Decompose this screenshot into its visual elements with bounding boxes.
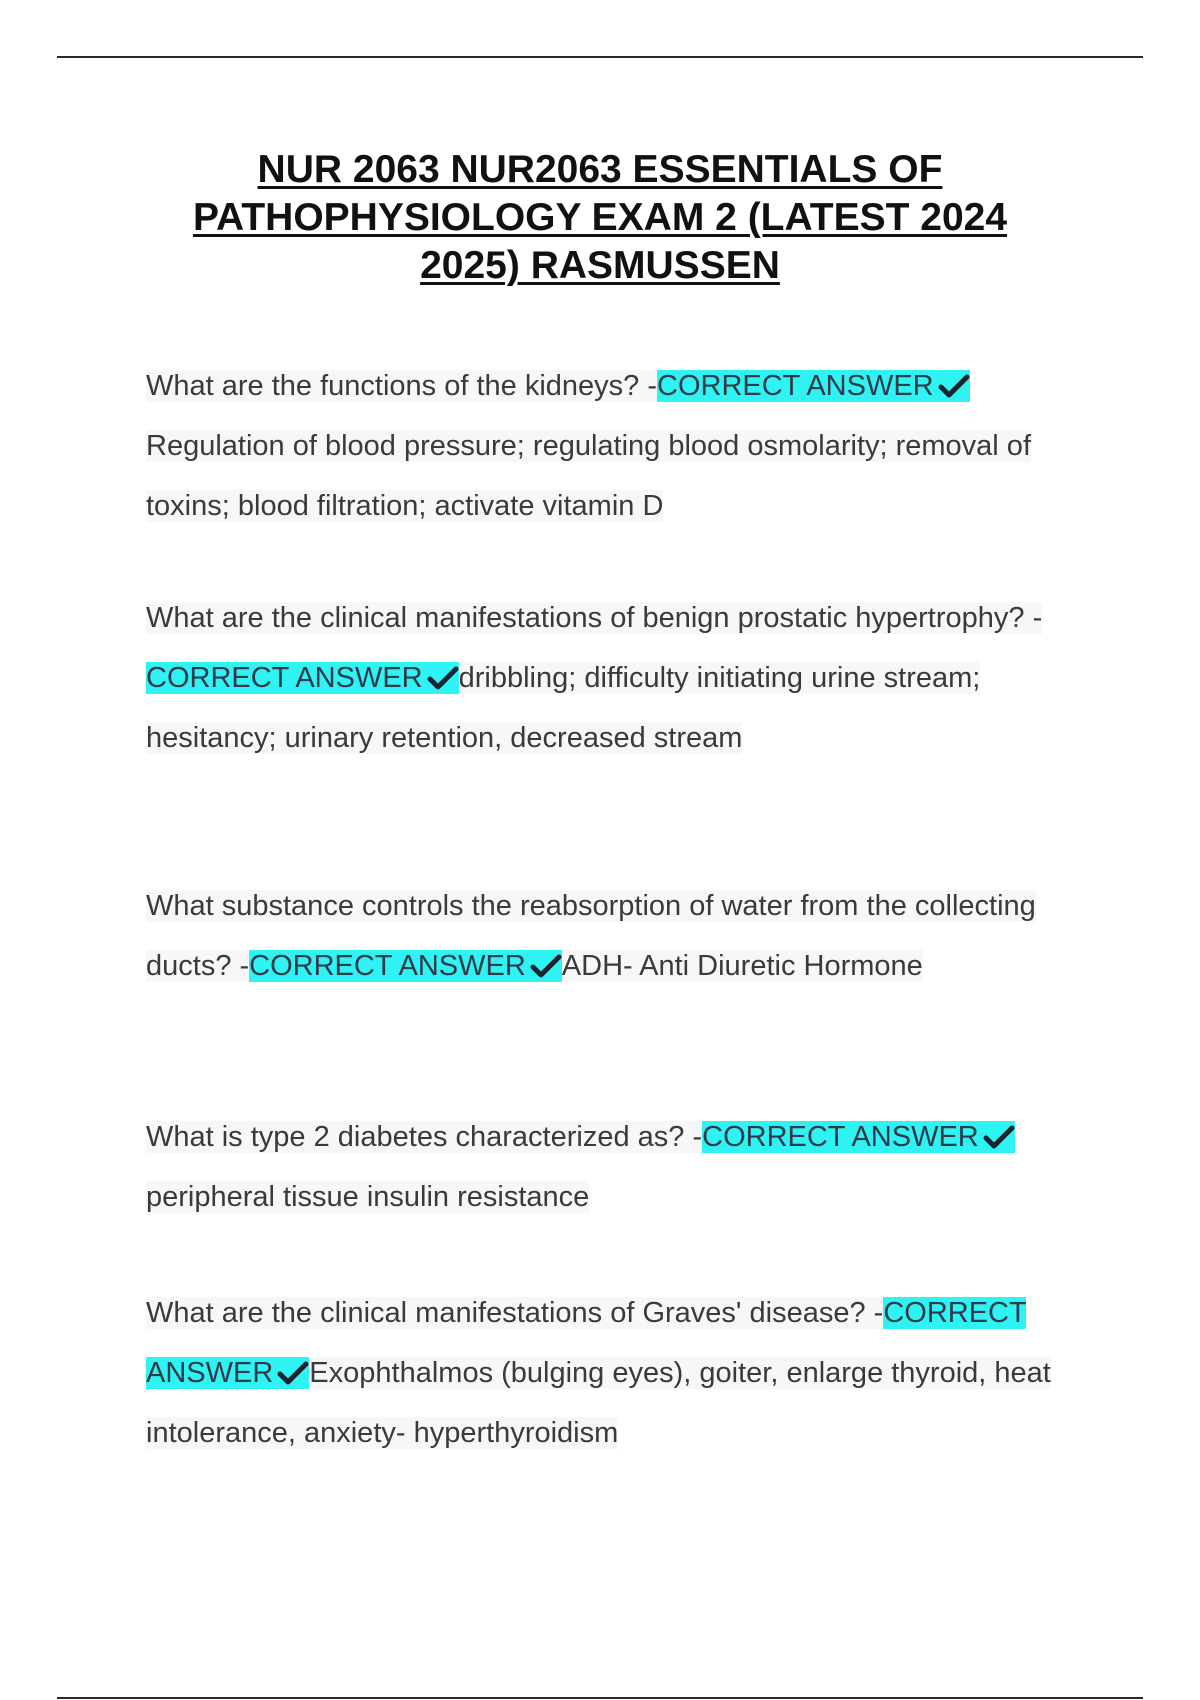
qa-item-5 <box>146 1283 1086 1463</box>
qa-item-1 <box>146 356 1086 536</box>
check-icon <box>938 373 970 399</box>
answer-text: Exophthalmos (bulging eyes), goiter, enlarge thyroid, heat intolerance, anxiety- hyperthyroidism <box>146 1357 1051 1449</box>
answer-text: dribbling; difficulty initiating urine stream; hesitancy; urinary retention, decreased stream <box>146 662 981 754</box>
qa-item-2 <box>146 588 1086 768</box>
question-text: What are the functions of the kidneys? - <box>146 370 657 402</box>
check-icon <box>427 665 459 691</box>
correct-answer-label: CORRECT ANSWER <box>657 370 970 402</box>
correct-answer-label: CORRECT ANSWER <box>249 950 562 982</box>
qa-item-4 <box>146 1107 1086 1227</box>
top-rule <box>57 56 1143 58</box>
document-title: NUR 2063 NUR2063 ESSENTIALS OF PATHOPHYSIOLOGY EXAM 2 (LATEST 2024 2025) RASMUSSEN <box>192 148 1008 287</box>
answer-text: ADH- Anti Diuretic Hormone <box>561 950 923 982</box>
correct-answer-label: CORRECT ANSWER <box>702 1121 1015 1153</box>
qa-item-3 <box>146 876 1086 996</box>
question-text: What are the clinical manifestations of benign prostatic hypertrophy? - <box>146 602 1043 634</box>
answer-text: peripheral tissue insulin resistance <box>146 1181 590 1213</box>
answer-text: Regulation of blood pressure; regulating blood osmolarity; removal of toxins; blood filtration; activate vitamin D <box>146 430 1031 522</box>
check-icon <box>983 1124 1015 1150</box>
question-text: What are the clinical manifestations of Graves' disease? - <box>146 1297 884 1329</box>
correct-answer-label: CORRECT ANSWER <box>146 662 459 694</box>
check-icon <box>277 1360 309 1386</box>
check-icon <box>530 953 562 979</box>
question-text: What substance controls the reabsorption of water from the collecting ducts? - <box>146 890 1036 982</box>
correct-answer-label: CORRECT ANSWER <box>146 1297 1027 1389</box>
bottom-rule <box>57 1697 1143 1699</box>
question-text: What is type 2 diabetes characterized as? - <box>146 1121 703 1153</box>
